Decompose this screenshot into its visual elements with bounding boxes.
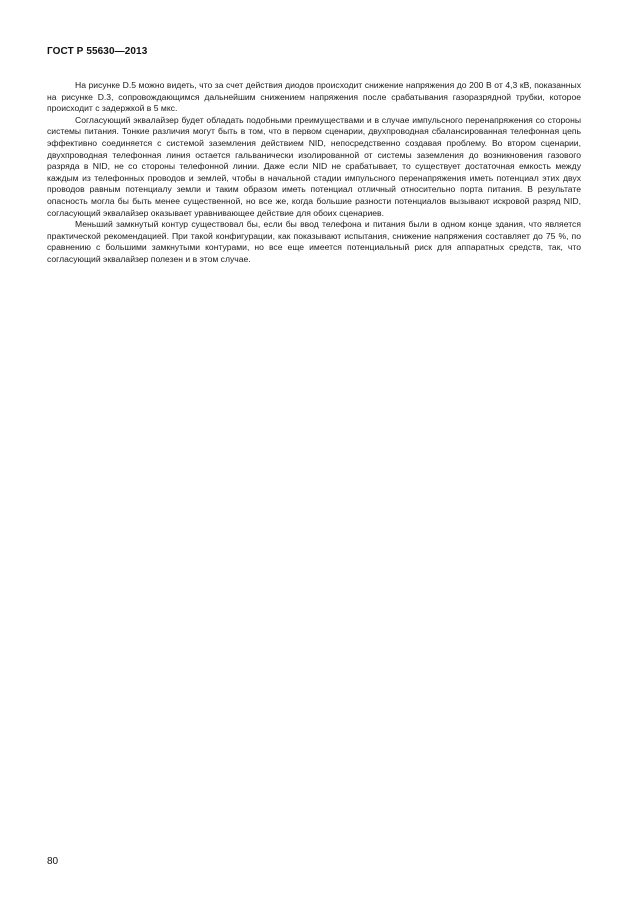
paragraph-2: Согласующий эквалайзер будет обладать подобными преимуществами и в случае импульсного перенапряжения со стороны системы питания. Тонкие различия могут быть в том, что в первом сценарии, двухпроводная сбалансированная телефонная цепь эффективно соединяется с системой заземления действием NID, непосредственно создавая проблему. Во втором сценарии, двухпроводная телефонная линия остается гальванически изолированной от системы заземления до возникновения газового разряда в NID, не со стороны телефонной линии. Даже если NID не срабатывает, то существует достаточная емкость между каждым из телефонных проводов и землей, чтобы в начальной стадии импульсного перенапряжения иметь потенциал этих двух проводов равным потенциалу земли и таким образом иметь потенциал отличный относительно порта питания. В результате опасность могла бы быть менее существенной, но все же, когда большие разности потенциалов вызывают искровой разряд NID, согласующий эквалайзер оказывает уравнивающее действие для обоих сценариев.: [47, 114, 581, 218]
paragraph-1: На рисунке D.5 можно видеть, что за счет действия диодов происходит снижение напряжения до 200 В от 4,3 кВ, показанных на рисунке D.3, сопровождающимся дальнейшим снижением напряжения после срабатывания газоразрядной трубки, которое происходит с задержкой в 5 мкс.: [47, 80, 581, 114]
page-number: 80: [47, 856, 59, 867]
paragraph-3: Меньший замкнутый контур существовал бы, если бы ввод телефона и питания были в одном конце здания, что является практической рекомендацией. При такой конфигурации, как показывают испытания, снижение напряжения составляет до 75 %, по сравнению с большими замкнутыми контурами, но все еще имеется потенциальный риск для аппаратных средств, так, что согласующий эквалайзер полезен и в этом случае.: [47, 219, 581, 264]
document-body: [47, 80, 581, 266]
standard-header: ГОСТ Р 55630—2013: [47, 46, 148, 57]
